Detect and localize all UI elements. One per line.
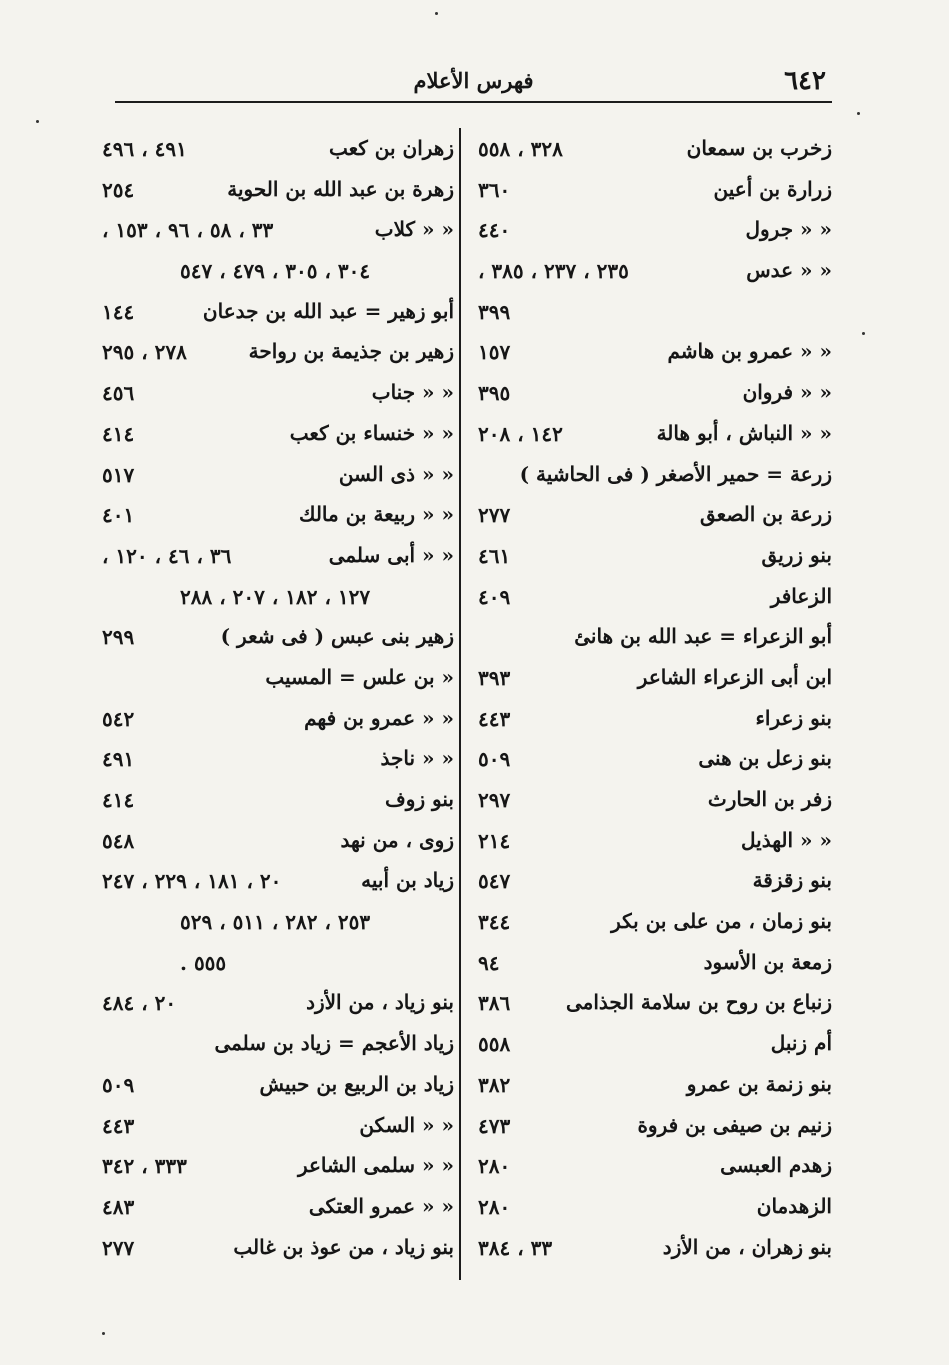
entry-name: بنو زياد ، من الأزد (306, 990, 454, 1015)
entry-name: زمعة بن الأسود (703, 949, 832, 974)
entry-name: « « ناجذ (380, 746, 454, 771)
entry-page-refs: ٥٠٩ (102, 1072, 135, 1097)
index-entry (96, 537, 454, 578)
entry-page-refs: ٣٣ ، ٣٨٤ (478, 1235, 553, 1260)
index-entry (472, 740, 832, 781)
entry-name: زنباع بن روح بن سلامة الجذامى (565, 990, 832, 1015)
entry-page-refs: ٣٦ ، ٤٦ ، ١٢٠ ، (102, 543, 232, 568)
entry-page-refs: ١٤٢ ، ٢٠٨ (478, 421, 563, 446)
entry-page-refs: ٤١٤ (102, 421, 135, 446)
entry-name: « « كلاب (374, 217, 454, 242)
entry-page-refs: ٣٣٣ ، ٣٤٢ (102, 1154, 187, 1179)
index-entry (472, 578, 832, 619)
entry-page-refs: ٥٤٢ (102, 706, 135, 731)
page-title: فهرس الأعلام (413, 68, 534, 93)
entry-page-refs: ٢٩٩ (102, 625, 135, 650)
index-entry (472, 1025, 832, 1066)
header-rule (115, 101, 832, 103)
entry-name: زياد الأعجم = زياد بن سلمى (214, 1031, 454, 1056)
entry-page-refs: ٣٩٩ (478, 299, 511, 324)
entry-name: « « خنساء بن كعب (289, 420, 454, 445)
entry-name: أبو زهير = عبد الله بن جدعان (202, 298, 454, 323)
entry-name: « « جرول (745, 217, 832, 242)
entry-name: بنو زنمة بن عمرو (686, 1071, 832, 1096)
entry-page-refs: ٤٩١ (102, 747, 135, 772)
index-entry (472, 659, 832, 700)
entry-page-refs: ٢٥٣ ، ٢٨٢ ، ٥١١ ، ٥٢٩ (180, 910, 371, 935)
index-entry (472, 415, 832, 456)
index-entry (96, 862, 454, 903)
entry-page-refs: ٤٧٣ (478, 1113, 511, 1138)
entry-page-refs: ٢٧٧ (478, 503, 511, 528)
entry-name: زوى ، من نهد (340, 827, 454, 852)
entry-page-refs: ٢٠ ، ١٨١ ، ٢٢٩ ، ٢٤٧ (102, 869, 282, 894)
entry-page-refs: ٥٥٥ . (180, 950, 227, 975)
entry-page-refs: ٥٥٨ (478, 1032, 511, 1057)
index-entry (96, 456, 454, 497)
index-entry (96, 1229, 454, 1270)
index-entry (96, 984, 454, 1025)
entry-page-refs: ٢٠ ، ٤٨٤ (102, 991, 177, 1016)
entry-name: زهير بن جذيمة بن رواحة (248, 339, 454, 364)
index-entry (472, 252, 832, 293)
index-entry (96, 781, 454, 822)
entry-name: بنو زعراء (755, 705, 832, 730)
index-entry (96, 1025, 454, 1066)
entry-page-refs: ٤٤٣ (478, 706, 511, 731)
index-entry (472, 374, 832, 415)
index-entry (96, 618, 454, 659)
entry-name: زهدم العبسى (720, 1153, 832, 1178)
entry-page-refs: ٢٧٨ ، ٢٩٥ (102, 340, 187, 365)
entry-page-refs: ٤٤٣ (102, 1113, 135, 1138)
page-number: ٦٤٢ (784, 66, 826, 96)
entry-page-refs: ٥٤٧ (478, 869, 511, 894)
index-entry (472, 537, 832, 578)
entry-name: أبو الزعراء = عبد الله بن هانئ (574, 624, 832, 649)
entry-name: « « النباش ، أبو هالة (656, 420, 832, 445)
index-entry (96, 333, 454, 374)
entry-page-refs: ٢٩٧ (478, 788, 511, 812)
entry-name: « « عدس (746, 258, 832, 283)
entry-page-refs: ٣٦٠ (478, 177, 511, 202)
index-entry (96, 130, 454, 171)
entry-page-refs: ٥٠٩ (478, 747, 511, 772)
index-entry (96, 293, 454, 334)
index-entry (472, 333, 832, 374)
entry-name: الزعافر (770, 583, 832, 608)
entry-name: « « ذى السن (338, 461, 454, 486)
entry-page-refs: ٤٤٠ (478, 218, 511, 243)
left-column (96, 130, 454, 1280)
index-entry (472, 130, 832, 171)
entry-page-refs: ٣٨٦ (478, 991, 511, 1016)
entry-name: زهرة بن عبد الله بن الحوية (227, 176, 454, 201)
entry-name: بنو زعل بن هنى (698, 746, 832, 771)
index-entry (472, 618, 832, 659)
entry-name: « « الهذيل (740, 827, 832, 852)
index-entry (472, 781, 832, 822)
entry-name: « « سلمى الشاعر (297, 1153, 454, 1178)
entry-name: زياد بن الربيع بن حبيش (259, 1071, 454, 1096)
entry-page-refs: ٤٨٣ (102, 1194, 135, 1219)
index-entry (472, 862, 832, 903)
entry-name: زرارة بن أعين (713, 176, 832, 201)
entry-name: زياد بن أبيه (361, 868, 454, 893)
entry-name: « « ربيعة بن مالك (298, 502, 454, 527)
index-entry-continuation (96, 903, 454, 944)
entry-name: بنو زمان ، من على بن بكر (611, 909, 832, 934)
entry-name: « بن علس = المسيب (265, 664, 454, 689)
entry-page-refs: ٣٩٥ (478, 381, 511, 406)
entry-page-refs: ١٥٧ (478, 340, 511, 365)
entry-page-refs: ٤٦١ (478, 543, 511, 568)
index-entry (96, 1188, 454, 1229)
index-entry (472, 456, 832, 497)
index-entry-continuation (96, 252, 454, 293)
entry-page-refs: ٢١٤ (478, 828, 511, 853)
entry-name: زهير بنى عبس ( فى شعر ) (220, 624, 454, 649)
index-entry (96, 496, 454, 537)
entry-name: « « فروان (742, 380, 832, 405)
entry-name: بنو زوف (385, 787, 454, 811)
entry-page-refs: ٢٨٠ (478, 1194, 511, 1219)
index-entry (96, 1147, 454, 1188)
index-entry (472, 171, 832, 212)
index-entry (96, 211, 454, 252)
index-entry (472, 1107, 832, 1148)
entry-name: « « أبى سلمى (328, 542, 454, 567)
entry-name: « « عمرو بن فهم (304, 705, 454, 730)
entry-page-refs: ٤٠٩ (478, 584, 511, 609)
index-entry (96, 1066, 454, 1107)
entry-name: زفر بن الحارث (707, 787, 832, 811)
entry-page-refs: ٤٥٦ (102, 381, 135, 406)
entry-name: « « عمرو بن هاشم (667, 339, 832, 364)
index-entry (96, 1107, 454, 1148)
entry-page-refs: ٣٠٤ ، ٣٠٥ ، ٤٧٩ ، ٥٤٧ (180, 259, 371, 284)
entry-name: زرعة بن الصعق (699, 502, 832, 527)
entry-page-refs: ٣٢٨ ، ٥٥٨ (478, 137, 563, 161)
entry-page-refs: ٢٨٠ (478, 1154, 511, 1179)
entry-name: بنو زريق (761, 542, 832, 567)
right-column (472, 130, 832, 1280)
entry-name: بنو زهران ، من الأزد (662, 1234, 832, 1259)
index-entry-continuation (96, 578, 454, 619)
index-entry (472, 700, 832, 741)
entry-name: الزهدمان (756, 1193, 832, 1218)
entry-name: ابن أبى الزعراء الشاعر (637, 664, 832, 689)
entry-name: زخرب بن سمعان (686, 136, 832, 160)
index-entry (472, 984, 832, 1025)
index-entry (96, 700, 454, 741)
entry-name: زنيم بن صيفى بن فروة (637, 1112, 832, 1137)
column-divider (459, 128, 461, 1280)
entry-page-refs: ٥١٧ (102, 462, 135, 487)
entry-page-refs: ٣٩٣ (478, 665, 511, 690)
entry-page-refs: ٢٥٤ (102, 177, 135, 202)
index-entry (96, 374, 454, 415)
index-entry-continuation (96, 944, 454, 985)
entry-page-refs: ٩٤ (478, 950, 500, 975)
entry-name: زهران بن كعب (328, 136, 454, 160)
index-entry (472, 1188, 832, 1229)
entry-page-refs: ٤١٤ (102, 788, 135, 812)
index-entry (472, 822, 832, 863)
entry-page-refs: ٤٩١ ، ٤٩٦ (102, 137, 187, 161)
entry-page-refs: ٣٣ ، ٥٨ ، ٩٦ ، ١٥٣ ، (102, 218, 274, 243)
entry-name: أم زنبل (770, 1031, 832, 1056)
entry-name: « « عمرو العتكى (308, 1193, 454, 1218)
entry-page-refs: ٣٨٢ (478, 1072, 511, 1097)
index-entry (96, 659, 454, 700)
entry-page-refs: ٣٤٤ (478, 910, 511, 935)
index-entry (472, 1147, 832, 1188)
entry-name: بنو زياد ، من عوذ بن غالب (233, 1234, 454, 1259)
index-entry (472, 944, 832, 985)
entry-name: « « السكن (359, 1112, 454, 1137)
index-entry (96, 740, 454, 781)
entry-page-refs: ١٢٧ ، ١٨٢ ، ٢٠٧ ، ٢٨٨ (180, 584, 371, 609)
index-entry (472, 1229, 832, 1270)
entry-name: زرعة = حمير الأصغر ( فى الحاشية ) (519, 461, 832, 486)
index-entry (96, 171, 454, 212)
entry-page-refs: ٢٧٧ (102, 1235, 135, 1260)
entry-page-refs: ٥٤٨ (102, 828, 135, 853)
entry-name: بنو زقزقة (752, 868, 832, 893)
index-entry (96, 415, 454, 456)
index-entry (472, 496, 832, 537)
running-head (115, 64, 832, 102)
entry-page-refs: ٤٠١ (102, 503, 135, 528)
entry-page-refs: ٢٣٥ ، ٢٣٧ ، ٣٨٥ ، (478, 259, 629, 284)
index-entry (472, 211, 832, 252)
entry-name: « « جناب (371, 380, 454, 405)
index-entry (472, 293, 832, 334)
entry-page-refs: ١٤٤ (102, 299, 135, 324)
index-entry (472, 1066, 832, 1107)
index-entry (96, 822, 454, 863)
index-entry (472, 903, 832, 944)
